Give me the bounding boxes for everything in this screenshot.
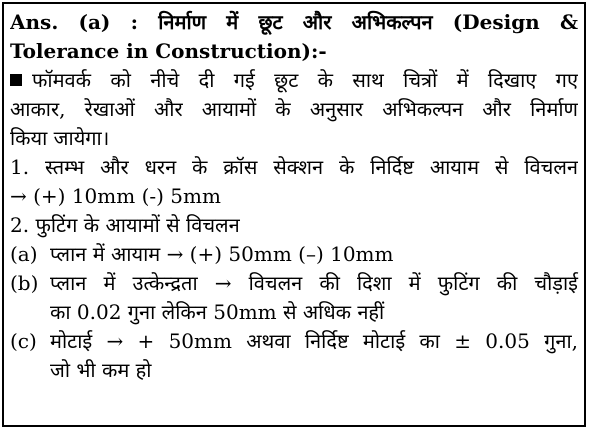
square-bullet-icon bbox=[10, 74, 22, 86]
point1-line2: → (+) 10mm (-) 5mm bbox=[10, 184, 221, 208]
item-c-text bbox=[50, 327, 578, 385]
intro-line1 bbox=[10, 66, 578, 95]
item-c-line1: मोटाई → + 50mm अथवा निर्दिष्ट मोटाई का ± 0.05 गुना, bbox=[50, 329, 578, 353]
point1-line1: 1. स्तम्भ और धरन के क्रॉस सेक्शन के निर्दिष्ट आयाम से विचलन bbox=[10, 155, 578, 179]
point2-title: 2. फुटिंग के आयामों से विचलन bbox=[10, 213, 240, 237]
intro-line3: किया जायेगा। bbox=[10, 126, 110, 150]
item-b-marker: (b) bbox=[10, 271, 39, 295]
point2-item-c bbox=[10, 327, 578, 385]
answer-heading-line1: Ans. (a) : निर्माण में छूट और अभिकल्पन (Design & bbox=[10, 10, 578, 34]
item-b-text bbox=[50, 269, 578, 327]
item-b-line1: प्लान में उत्केन्द्रता → विचलन की दिशा में फुटिंग की चौड़ाई bbox=[50, 271, 578, 295]
answer-heading-line2: Tolerance in Construction):- bbox=[10, 39, 327, 63]
intro-line2: आकार, रेखाओं और आयामों के अनुसार अभिकल्पन और निर्माण bbox=[10, 97, 578, 121]
intro-line1-text: फॉमवर्क को नीचे दी गई छूट के साथ चित्रों में दिखाए गए bbox=[32, 68, 578, 92]
item-a-text: प्लान में आयाम → (+) 50mm (–) 10mm bbox=[50, 242, 394, 266]
item-a-marker: (a) bbox=[10, 242, 38, 266]
answer-box bbox=[2, 2, 586, 427]
point2-item-a bbox=[10, 240, 578, 269]
item-c-marker: (c) bbox=[10, 329, 37, 353]
item-c-line2: जो भी कम हो bbox=[50, 358, 152, 382]
item-b-line2: का 0.02 गुना लेकिन 50mm से अधिक नहीं bbox=[50, 300, 385, 324]
point2-item-b bbox=[10, 269, 578, 327]
